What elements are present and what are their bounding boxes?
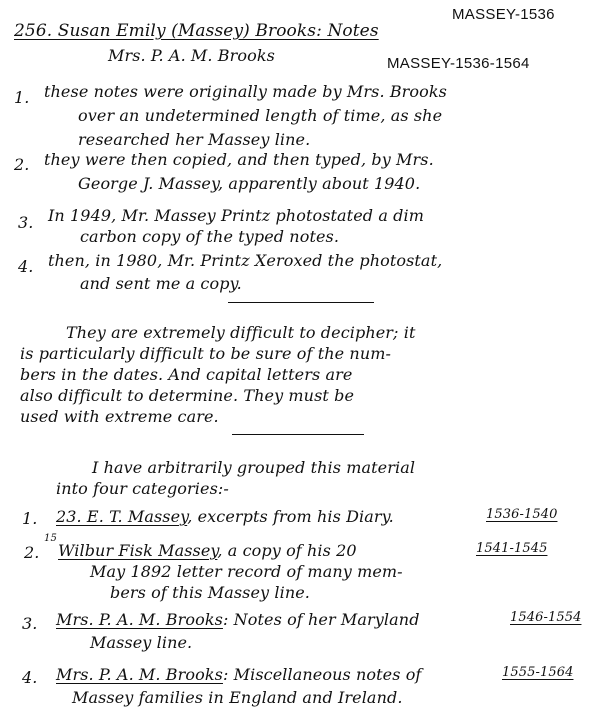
grouping-line: into four categories:-: [56, 479, 229, 498]
stamp-top: MASSEY-1536: [452, 6, 555, 23]
category-desc: , excerpts from his Diary.: [187, 507, 394, 526]
section-divider: [228, 302, 374, 303]
category-desc: , a copy of his 20: [217, 541, 357, 560]
category-number: 4.: [22, 668, 38, 687]
caution-line: is particularly difficult to be sure of the num-: [20, 344, 392, 363]
category-number: 3.: [22, 614, 38, 633]
category-number: 1.: [22, 509, 38, 528]
note-number: 4.: [18, 257, 34, 276]
category-range: 1541-1545: [476, 541, 548, 556]
category-range: 1555-1564: [502, 665, 574, 680]
note-line: carbon copy of the typed notes.: [80, 227, 340, 246]
category-number: 2.: [24, 543, 40, 562]
category-range: 1546-1554: [510, 610, 582, 625]
grouping-line: I have arbitrarily grouped this material: [92, 458, 416, 477]
category-name: Mrs. P. A. M. Brooks: [56, 665, 223, 684]
caution-line: bers in the dates. And capital letters are: [20, 365, 353, 384]
document-title: 256. Susan Emily (Massey) Brooks: Notes: [14, 21, 379, 41]
note-line: In 1949, Mr. Massey Printz photostated a dim: [48, 206, 424, 225]
category-superscript: 15: [44, 533, 57, 544]
category-name: Wilbur Fisk Massey: [58, 541, 218, 560]
stamp-range: MASSEY-1536-1564: [387, 55, 530, 72]
caution-line: also difficult to determine. They must be: [20, 386, 355, 405]
note-number: 1.: [14, 88, 30, 107]
note-line: over an undetermined length of time, as she: [78, 106, 443, 125]
category-name: 23. E. T. Massey: [56, 507, 188, 526]
section-divider: [232, 434, 364, 435]
note-line: and sent me a copy.: [80, 274, 242, 293]
note-number: 2.: [14, 155, 30, 174]
category-extra-line: Massey families in England and Ireland.: [72, 688, 403, 707]
category-extra-line: Massey line.: [90, 633, 193, 652]
note-line: these notes were originally made by Mrs. Brooks: [44, 82, 447, 101]
document-author: Mrs. P. A. M. Brooks: [108, 46, 275, 65]
note-line: researched her Massey line.: [78, 130, 311, 149]
caution-line: used with extreme care.: [20, 407, 219, 426]
category-extra-line: bers of this Massey line.: [110, 583, 310, 602]
category-extra-line: May 1892 letter record of many mem-: [90, 562, 403, 581]
category-entry: [56, 611, 420, 629]
note-line: then, in 1980, Mr. Printz Xeroxed the photostat,: [48, 251, 443, 270]
category-desc: : Notes of her Maryland: [222, 610, 420, 629]
category-entry: [58, 542, 357, 560]
category-name: Mrs. P. A. M. Brooks: [56, 610, 223, 629]
caution-line: They are extremely difficult to decipher; it: [66, 323, 416, 342]
category-entry: [56, 508, 394, 526]
category-range: 1536-1540: [486, 507, 558, 522]
category-desc: : Miscellaneous notes of: [222, 665, 422, 684]
note-line: they were then copied, and then typed, by Mrs.: [44, 150, 434, 169]
category-entry: [56, 666, 421, 684]
note-number: 3.: [18, 213, 34, 232]
note-line: George J. Massey, apparently about 1940.: [78, 174, 421, 193]
